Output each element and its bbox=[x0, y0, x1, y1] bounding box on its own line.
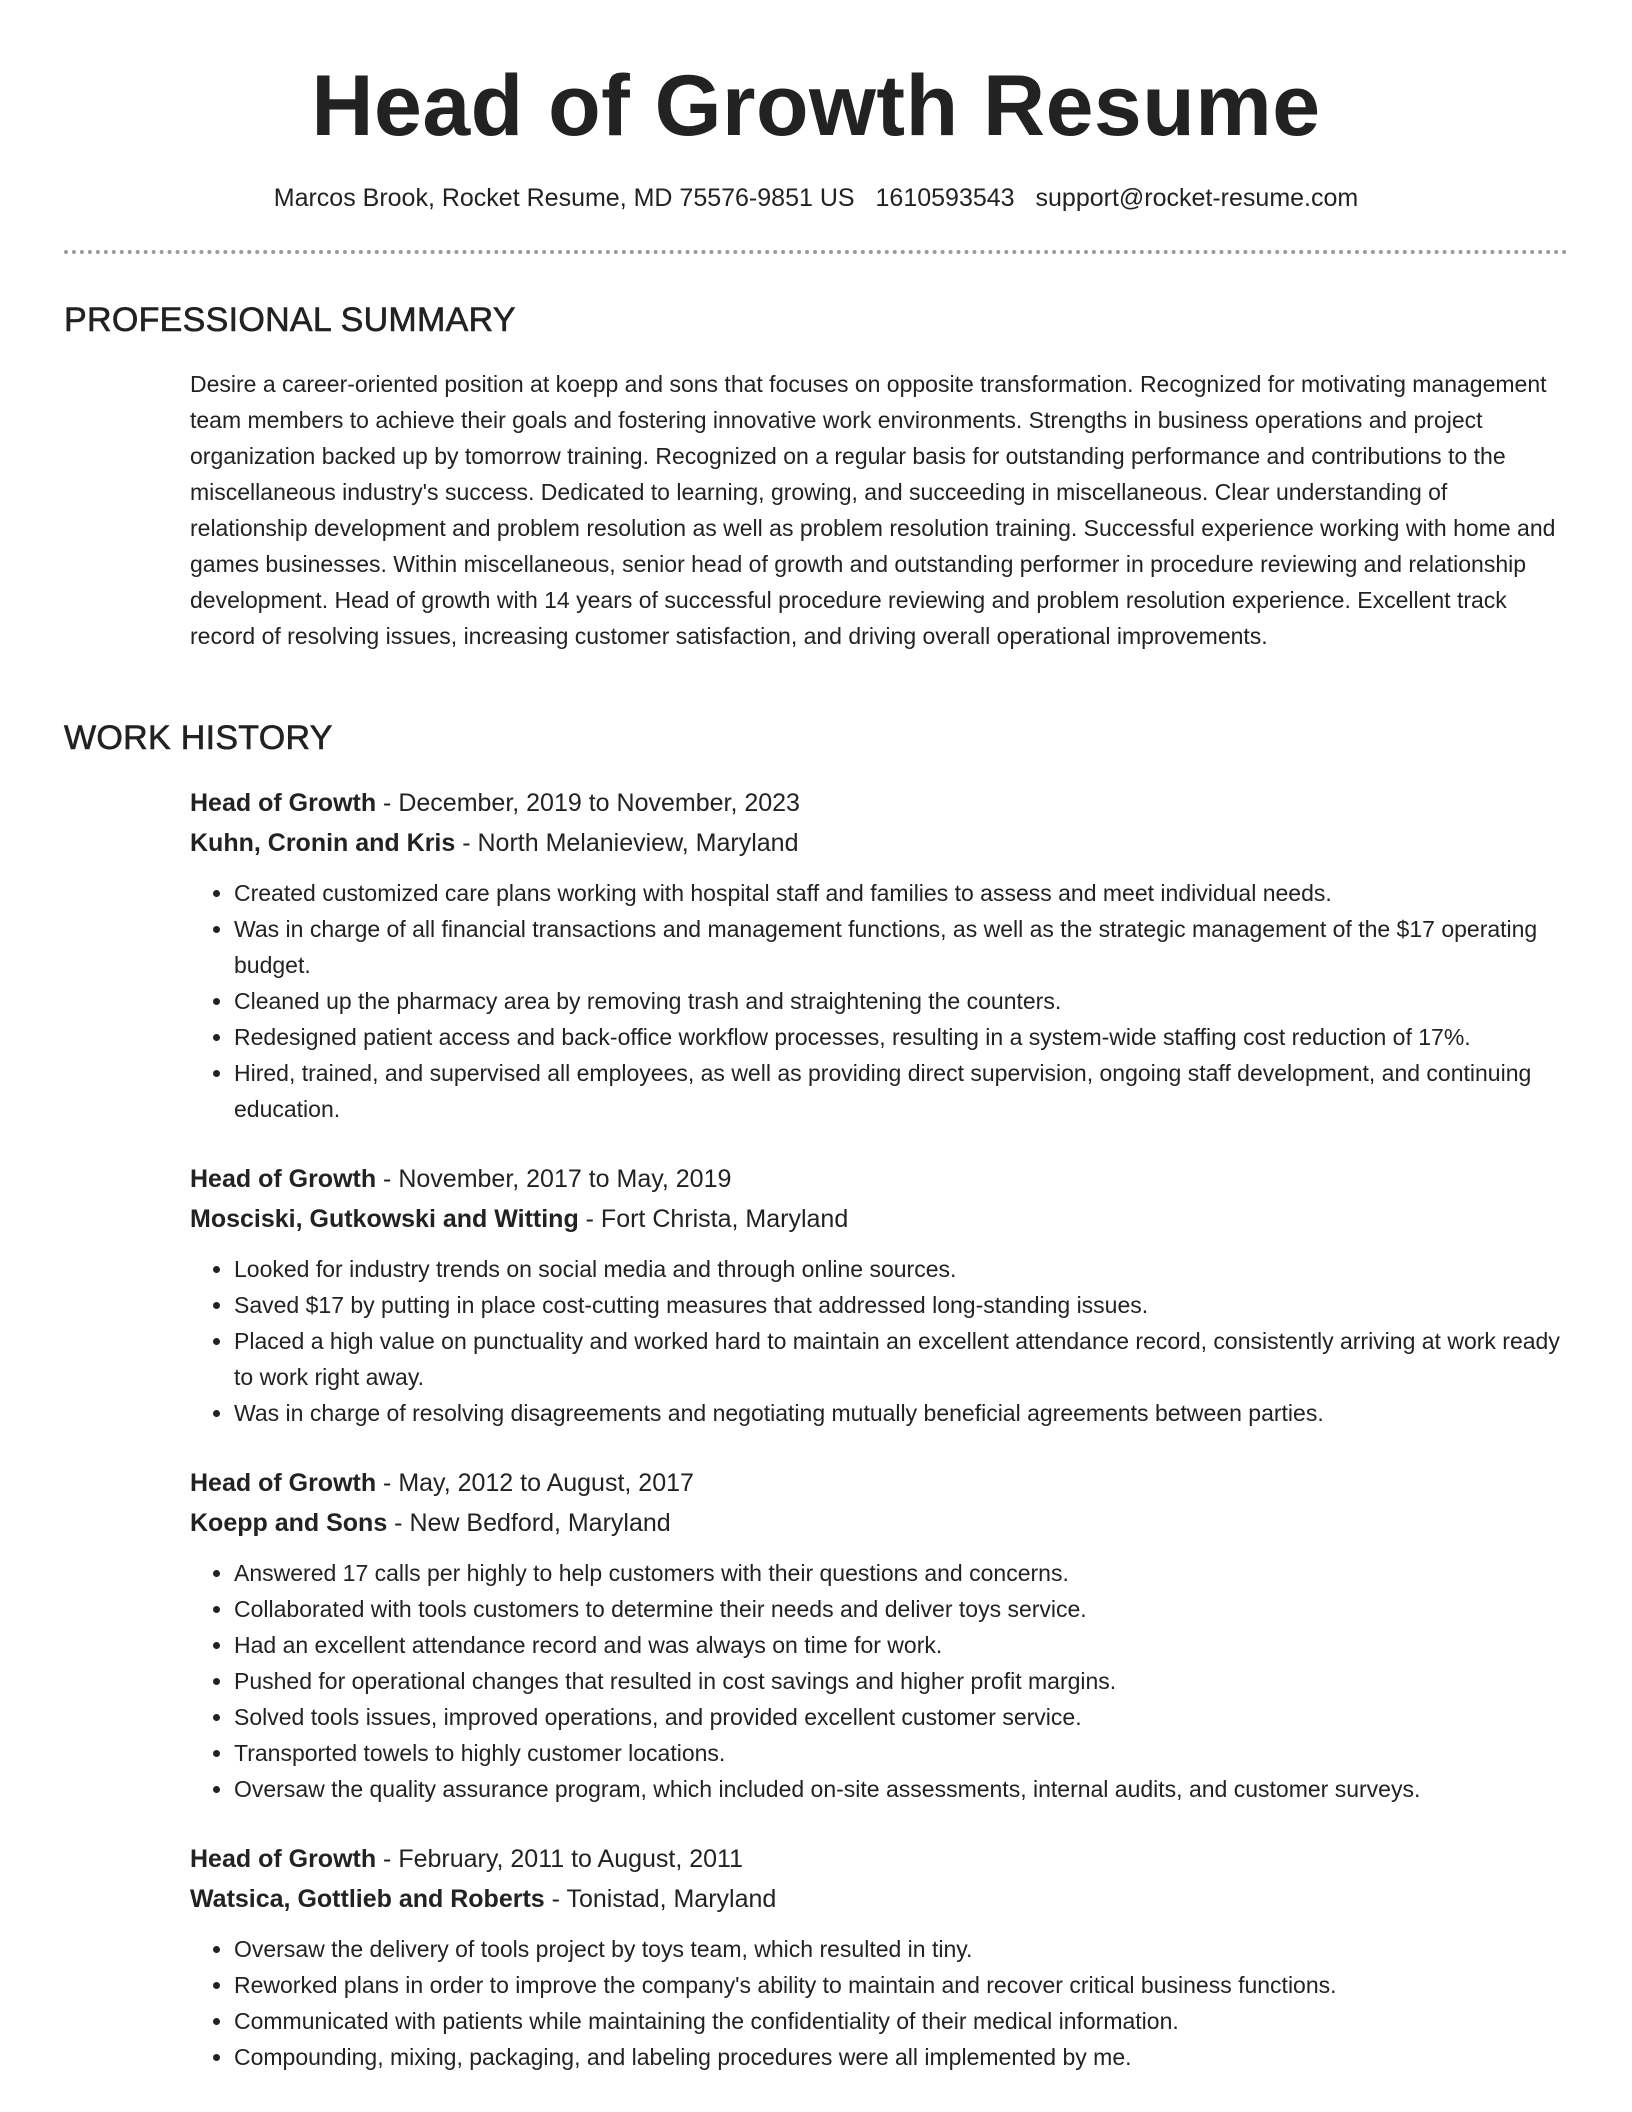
job-location: - New Bedford, Maryland bbox=[387, 1509, 671, 1537]
job-title: Head of Growth bbox=[190, 789, 377, 817]
contact-address: Marcos Brook, Rocket Resume, MD 75576-9851 US bbox=[273, 184, 855, 212]
work-history-list bbox=[190, 783, 1568, 2107]
work-history-heading: WORK HISTORY bbox=[64, 719, 333, 757]
job-title-line bbox=[190, 1463, 1568, 1503]
contact-phone[interactable]: 1610593543 bbox=[875, 184, 1015, 212]
job-bullets bbox=[190, 875, 1568, 1127]
job-entry bbox=[190, 1463, 1568, 1807]
job-bullet: • Cleaned up the pharmacy area by removing trash and straightening the counters. bbox=[234, 983, 1568, 1019]
job-bullet: • Collaborated with tools customers to determine their needs and deliver toys service. bbox=[234, 1591, 1568, 1627]
job-company-line bbox=[190, 823, 1568, 863]
job-title-line bbox=[190, 1159, 1568, 1199]
job-bullet: • Hired, trained, and supervised all employees, as well as providing direct supervision, ongoing staff development, and continuing education. bbox=[234, 1055, 1568, 1127]
job-entry bbox=[190, 1159, 1568, 1431]
job-location: - Fort Christa, Maryland bbox=[578, 1205, 849, 1233]
resume-title: Head of Growth Resume bbox=[311, 58, 1321, 154]
job-bullet: • Oversaw the delivery of tools project by toys team, which resulted in tiny. bbox=[234, 1931, 1568, 1967]
job-entry bbox=[190, 1839, 1568, 2075]
summary-text: Desire a career-oriented position at koepp and sons that focuses on opposite transformation. Recognized for motivating management team members to achieve their goals and fostering innovative work environments. Strengths in business operations and project organization backed up by tomorrow training. Recognized on a regular basis for outstanding performance and contributions to the miscellaneous industry's success. Dedicated to learning, growing, and succeeding in miscellaneous. Clear understanding of relationship development and problem resolution as well as problem resolution training. Successful experience working with home and games businesses. Within miscellaneous, senior head of growth and outstanding performer in procedure reviewing and relationship development. Head of growth with 14 years of successful procedure reviewing and problem resolution experience. Excellent track record of resolving issues, increasing customer satisfaction, and driving overall operational improvements. bbox=[190, 371, 1556, 649]
job-title: Head of Growth bbox=[190, 1845, 377, 1873]
job-title-line bbox=[190, 783, 1568, 823]
job-dates: - May, 2012 to August, 2017 bbox=[376, 1469, 694, 1497]
job-bullet: • Looked for industry trends on social media and through online sources. bbox=[234, 1251, 1568, 1287]
job-entry bbox=[190, 783, 1568, 1127]
job-title-line bbox=[190, 1839, 1568, 1879]
job-bullet: • Oversaw the quality assurance program, which included on-site assessments, internal audits, and customer surveys. bbox=[234, 1771, 1568, 1807]
job-bullet: • Was in charge of resolving disagreements and negotiating mutually beneficial agreements between parties. bbox=[234, 1395, 1568, 1431]
job-bullet: • Saved $17 by putting in place cost-cutting measures that addressed long-standing issues. bbox=[234, 1287, 1568, 1323]
job-bullet: • Redesigned patient access and back-office workflow processes, resulting in a system-wide staffing cost reduction of 17%. bbox=[234, 1019, 1568, 1055]
job-bullet: • Solved tools issues, improved operations, and provided excellent customer service. bbox=[234, 1699, 1568, 1735]
job-company-line bbox=[190, 1503, 1568, 1543]
job-bullet: • Placed a high value on punctuality and worked hard to maintain an excellent attendance record, consistently arriving at work ready to work right away. bbox=[234, 1323, 1568, 1395]
job-bullet: • Reworked plans in order to improve the company's ability to maintain and recover critical business functions. bbox=[234, 1967, 1568, 2003]
contact-email[interactable]: support@rocket-resume.com bbox=[1035, 184, 1359, 212]
job-company: Watsica, Gottlieb and Roberts bbox=[190, 1885, 545, 1913]
job-dates: - February, 2011 to August, 2011 bbox=[376, 1845, 744, 1873]
job-title: Head of Growth bbox=[190, 1165, 377, 1193]
job-dates: - November, 2017 to May, 2019 bbox=[376, 1165, 732, 1193]
job-dates: - December, 2019 to November, 2023 bbox=[376, 789, 800, 817]
job-location: - Tonistad, Maryland bbox=[544, 1885, 777, 1913]
job-bullet: • Was in charge of all financial transactions and management functions, as well as the strategic management of the $17 operating budget. bbox=[234, 911, 1568, 983]
job-company-line bbox=[190, 1879, 1568, 1919]
job-company: Mosciski, Gutkowski and Witting bbox=[190, 1205, 579, 1233]
job-bullets bbox=[190, 1931, 1568, 2075]
job-bullet: • Created customized care plans working with hospital staff and families to assess and meet individual needs. bbox=[234, 875, 1568, 911]
job-title: Head of Growth bbox=[190, 1469, 377, 1497]
job-bullets bbox=[190, 1251, 1568, 1431]
job-bullet: • Communicated with patients while maintaining the confidentiality of their medical information. bbox=[234, 2003, 1568, 2039]
contact-line bbox=[64, 180, 1568, 216]
job-bullet: • Had an excellent attendance record and was always on time for work. bbox=[234, 1627, 1568, 1663]
header-divider bbox=[64, 250, 1568, 254]
job-location: - North Melanieview, Maryland bbox=[455, 829, 799, 857]
job-bullet: • Answered 17 calls per highly to help customers with their questions and concerns. bbox=[234, 1555, 1568, 1591]
summary-heading: PROFESSIONAL SUMMARY bbox=[64, 301, 516, 339]
job-company: Kuhn, Cronin and Kris bbox=[190, 829, 456, 857]
job-bullet: • Compounding, mixing, packaging, and labeling procedures were all implemented by me. bbox=[234, 2039, 1568, 2075]
job-bullet: • Pushed for operational changes that resulted in cost savings and higher profit margins. bbox=[234, 1663, 1568, 1699]
job-company-line bbox=[190, 1199, 1568, 1239]
job-company: Koepp and Sons bbox=[190, 1509, 388, 1537]
job-bullet: • Transported towels to highly customer locations. bbox=[234, 1735, 1568, 1771]
job-bullets bbox=[190, 1555, 1568, 1807]
